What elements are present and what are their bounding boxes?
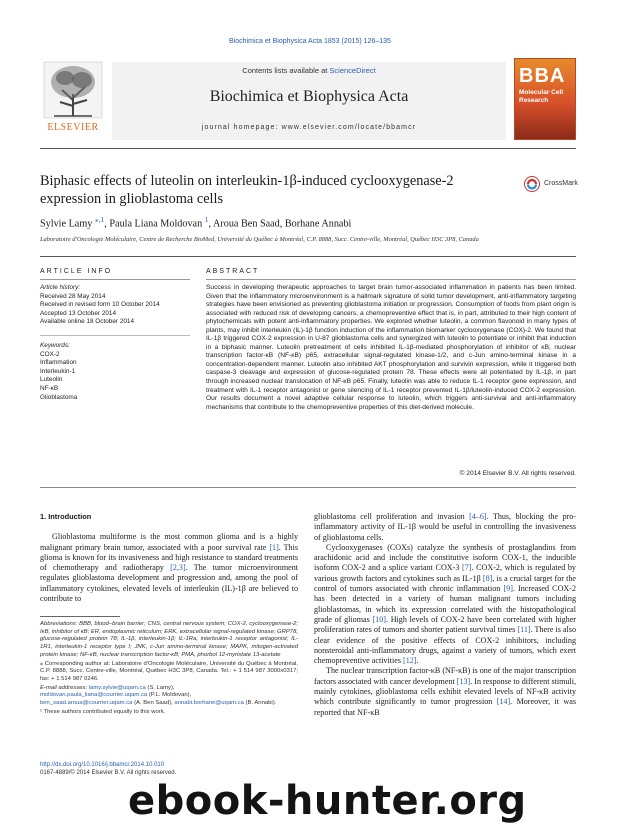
email-owner: (P.L. Moldovan), [147, 692, 192, 699]
body-paragraph [314, 543, 576, 667]
cover-title: BBA [519, 65, 566, 87]
citation-link[interactable]: [9] [503, 584, 513, 594]
article-info [40, 284, 190, 410]
keyword-item: Glioblastoma [40, 393, 78, 401]
author-list: Sylvie Lamy $^{⁎,1}$, Paula Liana Moldovan $^1$, Aroua Ben Saad, Borhane Annabi [40, 215, 352, 230]
email-owner: (A. Ben Saad), [132, 700, 175, 707]
keywords-label: Keywords: [40, 341, 70, 349]
title-rule [40, 256, 576, 257]
history-label: Article history: [40, 284, 81, 291]
text-run: . COX-2, which is regulated by various growth factors and cytokines such as IL-1β [314, 563, 576, 583]
elsevier-tree-logo [40, 60, 106, 134]
author-marks[interactable]: ⁎,1 [94, 215, 105, 224]
sciencedirect-link[interactable]: ScienceDirect [329, 66, 376, 75]
text-run: Glioblastoma multiforme is the most common glioma and is a highly malignant primary brain tumor, associated with a poor survival rate [40, 532, 298, 552]
keyword-item: Luteolin [40, 376, 63, 384]
history-item: Available online 18 October 2014 [40, 318, 135, 326]
keyword-item: NF-κB [40, 384, 59, 392]
abstract-rule [206, 279, 576, 280]
crossmark-icon [524, 176, 540, 192]
keyword-item: Inflammation [40, 359, 77, 367]
journal-title: Biochimica et Biophysica Acta [209, 88, 409, 105]
keywords [40, 335, 190, 402]
text-run: The nuclear transcription factor-κB (NF-κB) is one of the major transcription factors associated with cancer development [314, 666, 576, 686]
issn-copyright: 0167-4889/© 2014 Elsevier B.V. All rights reserved. [40, 770, 177, 776]
text-run: . Increased COX-2 has been detected in a variety of human malignant tumors including glioblastomas, in which its expression correlated with the histopathological grade of gliomas [314, 584, 577, 624]
email-link[interactable]: ben_saad.aroua@courrier.uqam.ca [40, 700, 133, 707]
author-marks[interactable]: 1 [204, 215, 209, 224]
keyword-item: COX-2 [40, 350, 60, 358]
email-link[interactable]: annabi.borhane@uqam.ca [174, 700, 244, 707]
email-owner: (S. Lamy), [145, 684, 175, 691]
equal-contribution-footnote: ¹ These authors contributed equally to this work. [40, 708, 166, 715]
journal-citation-link[interactable]: Biochimica et Biophysica Acta 1853 (2015) 126–135 [229, 38, 391, 45]
article-history [40, 284, 190, 327]
history-item: Received in revised form 10 October 2014 [40, 301, 160, 309]
text-run: Cyclooxygenases (COXs) catalyze the synthesis of prostaglandins from arachidonic acid and include the constitutive isoform COX-1, the inducible isoform COX-2 and a splice variant COX-3 [314, 542, 576, 573]
abstract-bottom-rule [40, 487, 576, 488]
text-run: . High levels of COX-2 have been correlated with higher proliferation rates of tumors and shorter patient survival times [314, 614, 576, 635]
text-run: glioblastoma cell proliferation and invasion [314, 512, 470, 521]
email-footnote [40, 685, 298, 708]
homepage-prefix: journal homepage: [201, 124, 282, 131]
footnotes [40, 621, 298, 717]
corresponding-author-footnote: ⁎ Corresponding author at: Laboratoire d'Oncologie Moléculaire, Université du Québec à Montréal, C.P. 8888, Succ. Centre-ville, Montréal, Québec H3C 3P8, Canada. Tel.: + 1 514 987 3000x0317; fax: + 1 514 987 0246. [40, 660, 298, 682]
keyword-item: Interleukin-1 [40, 367, 76, 375]
homepage-link[interactable]: www.elsevier.com/locate/bbamcr [281, 124, 417, 131]
watermark-text: ebook-hunter.org [128, 778, 527, 824]
body-right-column [314, 512, 576, 718]
info-rule [40, 279, 190, 280]
article-info-heading: ARTICLE INFO [40, 268, 113, 275]
abstract-text: Success in developing therapeutic approaches to target brain tumor-associated inflammation in patients has been limited. Given that the inflammatory microenvironment is a hallmark signature of solid tumor development, anti-inflammatory targeting strategies have been envisioned as preventing glioblastoma initiation or progression. Consumption of foods from plant origin is associated with reduced risk of developing cancers, a chemopreventive effect that is, in part, attributed to their high content of phytochemicals with potent anti-inflammatory properties. We explored whether luteolin, a common flavonoid in many types of plants, may inhibit interleukin (IL)-1β function induction of the inflammation biomarker cyclooxygenase (COX)-2. We found that IL-1β triggered COX-2 expression in U-87 glioblastoma cells and synergized with luteolin to potentiate or inhibit that induction in a biphasic manner. Luteolin pretreatment of cells inhibited IL-1β-mediated phosphorylation of inhibitor of κB, nuclear transcription factor-κB (NF-κB) p65, extracellular signal-regulated kinase-1/2, and c-Jun amino-terminal kinase in a concentration-dependent manner. Luteolin also inhibited AKT phosphorylation and survivin expression, while it triggered both caspase-3 cleavage and expression of glucose-regulated protein 78. These effects were all potentiated by IL-1β, in part through increased nuclear translocation of NF-κB p65. Finally, luteolin was able to reduce IL-1 receptor gene expression, and treatment with IL-1 receptor antagonist or gene silencing of IL-1 receptor prevented IL-1β/luteolin-induced COX-2 expression. Our results document a novel adaptive cellular response to luteolin, which triggers anti-survival and anti-inflammatory mechanisms that contribute to the chemopreventive properties of this diet-derived molecule. [206, 284, 576, 411]
author-name[interactable]: Aroua Ben Saad [213, 218, 280, 230]
email-link[interactable]: lamy.sylvie@uqam.ca [88, 684, 146, 691]
text-run: . Thus, blocking the pro-inflammatory activity of IL-1β would be useful in controlling the invasiveness of glioblastoma cells. [314, 512, 576, 542]
journal-homepage [112, 124, 506, 131]
text-run: . Moreover, it was reported that NF-κB [314, 697, 577, 717]
body-left-column [40, 512, 298, 604]
cover-subtitle: Molecular Cell Research [519, 89, 564, 104]
footnote-rule [40, 616, 120, 617]
citation-link[interactable]: [14] [496, 697, 511, 707]
text-run: . This glioma is known for its invasiveness and high resistance to standard treatments of chemotherapy and radiotherapy [40, 542, 298, 573]
author-name[interactable]: Sylvie Lamy [40, 218, 93, 230]
section-heading: 1. Introduction [40, 512, 92, 521]
author-affiliation: Laboratoire d'Oncologie Moléculaire, Centre de Recherche BioMed, Université du Québec à Montréal, C.P. 8888, Succ. Centre-ville, Montréal, Québec H3C 3P8, Canada [40, 236, 479, 243]
citation-link[interactable]: [2,3] [170, 563, 186, 573]
citation-link[interactable]: [12] [403, 656, 417, 666]
abstract-heading: ABSTRACT [206, 268, 260, 275]
citation-link[interactable]: [11] [517, 625, 531, 635]
text-run: . In response to different stimuli, mainly cytokines, glioblastoma cells exhibit elevated levels of NF-κB activity which contribute significantly to tumor progression [314, 676, 576, 707]
citation-link[interactable]: [7] [462, 563, 472, 573]
author-name[interactable]: Paula Liana Moldovan [109, 218, 203, 230]
elsevier-wordmark: ELSEVIER [47, 122, 99, 133]
text-run: , is a crucial target for the control of tumors associated with chronic inflammation [314, 573, 577, 594]
history-item: Accepted 13 October 2014 [40, 309, 117, 317]
contents-line [112, 66, 506, 75]
body-paragraph [314, 666, 576, 717]
crossmark-label: CrossMark [544, 180, 578, 187]
citation-link[interactable]: [8] [482, 573, 493, 583]
body-paragraph [40, 532, 298, 604]
citation-link[interactable]: [10] [372, 614, 386, 624]
email-link[interactable]: moldovan.paula_liana@courrier.uqam.ca [40, 692, 148, 699]
abstract-copyright: © 2014 Elsevier B.V. All rights reserved. [459, 470, 576, 477]
email-label: E-mail addresses: [40, 684, 89, 691]
citation-link[interactable]: [4–6] [469, 512, 487, 521]
history-item: Received 28 May 2014 [40, 292, 106, 300]
doi-block [40, 761, 290, 777]
citation-link[interactable]: [13] [456, 676, 471, 686]
text-run: . [416, 656, 419, 666]
article-title: Biphasic effects of luteolin on interleukin-1β-induced cyclooxygenase-2 expression in glioblastoma cells [40, 173, 454, 207]
text-run: . There is also clear evidence of the positive effects of COX-2 inhibitors, including nonsteroidal anti-inflammatory drugs, against a variety of tumors, which exert chemopreventive activities [314, 625, 576, 666]
body-paragraph [314, 512, 576, 543]
abbreviations-footnote: Abbreviations: BBB, blood–brain barrier; CNS, central nervous system; COX-2, cyclooxygenase-2; IκB, inhibitor of κB; ER, endoplasmic reticulum; ERK, extracellular signal-regulated kinase; GRP78, glucose-regulated protein 78; IL-1β, interleukin-1β; IL-1Ra, interleukin-1 receptor antagonist; IL-1R1, interleukin-1 receptor type I; JNK, c-Jun amino-terminal kinase; MAPK, mitogen-activated protein kinase; NF-κB, nuclear transcription factor-κB; PMA, phorbol 12-myristate 13-acetate [40, 621, 298, 658]
author-name[interactable]: Borhane Annabi [284, 218, 352, 230]
citation-link[interactable]: [1] [269, 542, 279, 552]
email-owner: (B. Annabi). [243, 700, 277, 707]
header-rule [40, 148, 576, 149]
doi-link[interactable]: http://dx.doi.org/10.1016/j.bbamcr.2014.10.010 [40, 762, 165, 768]
crossmark-badge[interactable] [524, 176, 576, 192]
contents-prefix: Contents lists available at [242, 66, 330, 75]
text-run: . The tumor microenvironment regulates glioblastoma development and progression and, among the pool of inflammatory cytokines, elevated levels of interleukin (IL)-1β are believed to contribute to [40, 563, 299, 604]
journal-cover-image[interactable] [514, 58, 576, 140]
